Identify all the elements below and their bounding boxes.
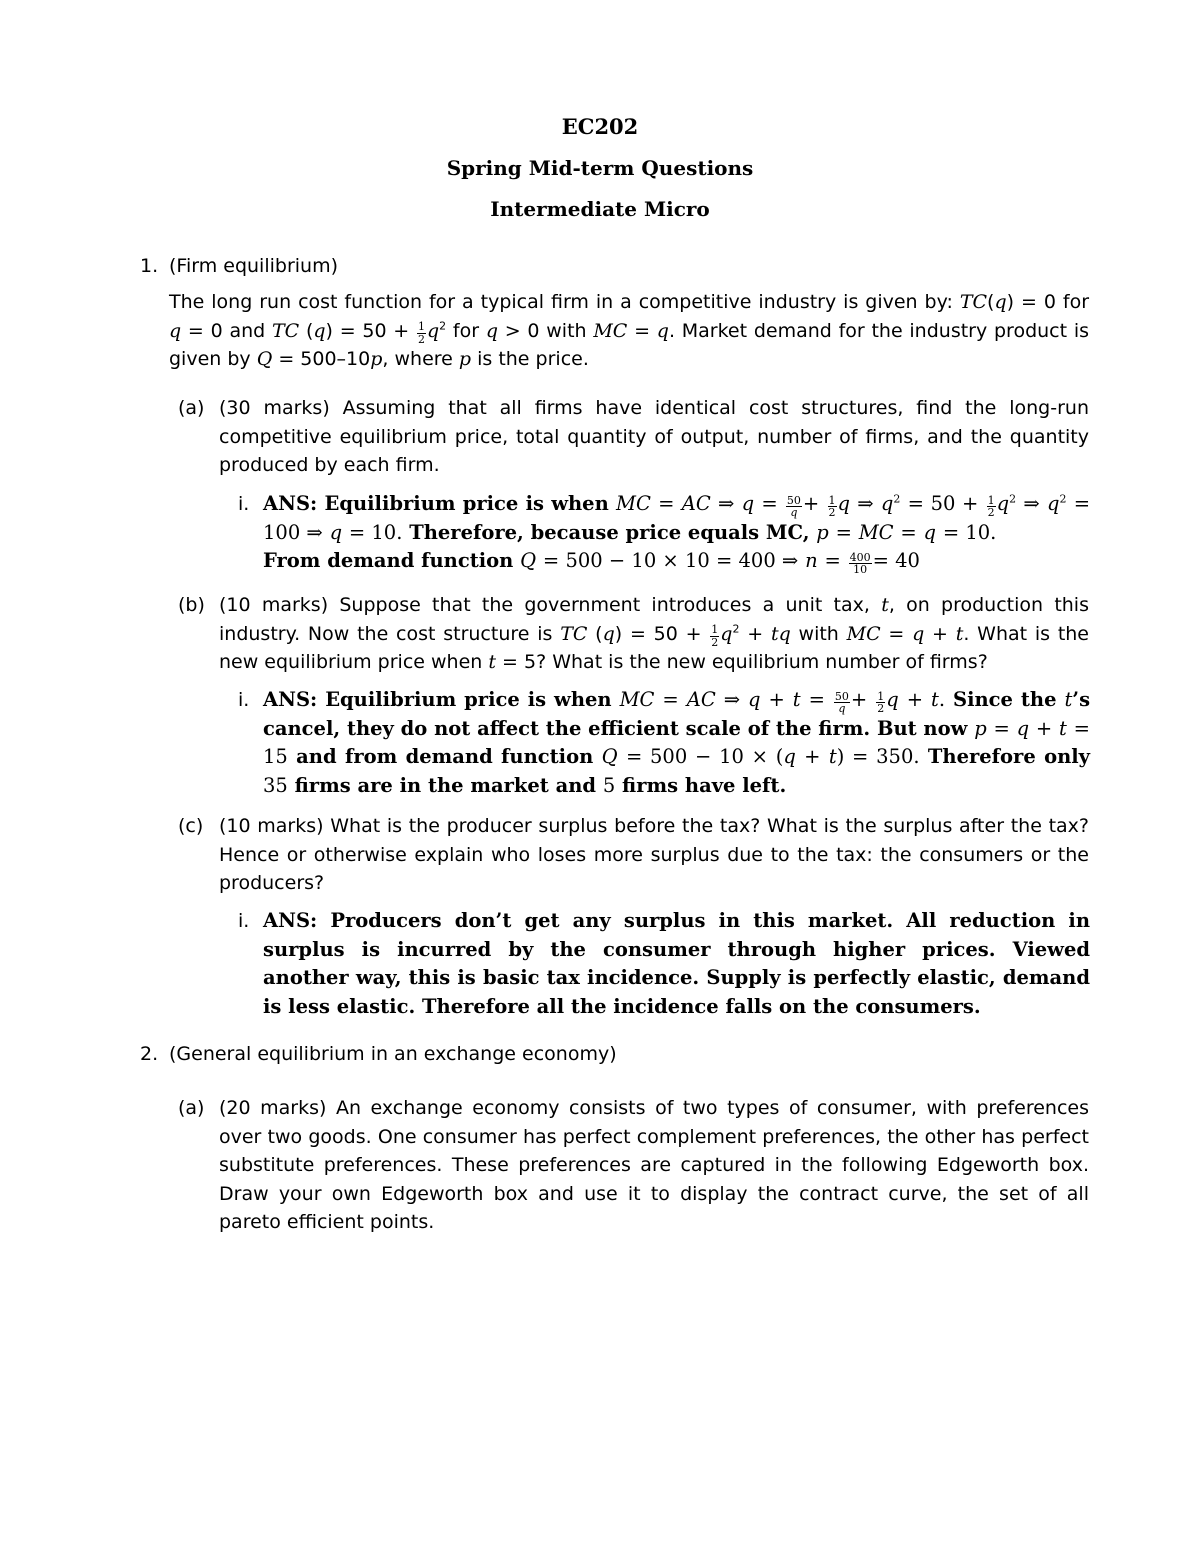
module-name: Intermediate Micro — [490, 197, 710, 221]
q1b-text: (10 marks) Suppose that the government introduces a unit tax, t, on production this industry. Now the cost structure is TC (q) = 50 + $\frac{1}{2}$ $q^2$ + tq with MC = q + t. What is the new equilibrium price when t = 5? What is the new equilibrium number of firms? — [219, 594, 1089, 674]
q1a-label: (a) — [178, 397, 205, 419]
q1-number: 1. — [140, 255, 159, 277]
q1a-ans-label: i. — [238, 493, 250, 515]
q1c-text: (10 marks) What is the producer surplus before the tax? What is the surplus after the tax? Hence or otherwise explain who loses more surplus due to the tax: the consumers or the producers? — [219, 815, 1089, 894]
q1a-answer: ANS: Equilibrium price is when MC = AC ⇒ q = $\frac{50}{q}$ + $\frac{1}{2}$ q ⇒ $q^2 = 50$ + $\frac{1}{2}$ $q^2$ ⇒ $q^2 = 100$ ⇒ q = 10. Therefore, because price equals MC, p = MC = q = 10. From demand function Q = 500 − 10 × 10 = 400 ⇒ n = $\frac{400}{10}$ = 40 — [263, 492, 1091, 577]
q2-title: (General equilibrium in an exchange economy) — [169, 1043, 617, 1065]
q1b-answer: ANS: Equilibrium price is when MC = AC ⇒ q + t = $\frac{50}{q}$ + $\frac{1}{2}$ q + t. Since the t’s cancel, they do not affect the efficient scale of the firm. But now p = q + t = 15 and from demand function Q = 500 − 10 × (q + t) = 350. Therefore only 35 firms are in the market and 5 firms have left. — [263, 688, 1091, 797]
exam-subtitle: Spring Mid-term Questions — [446, 156, 754, 180]
q1c-ans-label: i. — [238, 910, 250, 932]
q1b-ans-label: i. — [238, 689, 250, 711]
q1-intro: The long run cost function for a typical firm in a competitive industry is given by: TC(q) = 0 for q = 0 and TC (q) = 50 + $\frac{1}{2}$ $q^2$ for q > 0 with MC = q. Market demand for the industry product is given by Q = 500–10p, where p is the price. — [169, 291, 1089, 371]
q1a-text: (30 marks) Assuming that all firms have identical cost structures, find the long-run competitive equilibrium price, total quantity of output, number of firms, and the quantity produced by each firm. — [219, 397, 1089, 476]
course-code: EC202 — [561, 114, 639, 139]
q2a-label: (a) — [178, 1097, 205, 1119]
q1c-label: (c) — [178, 815, 204, 837]
q1-title: (Firm equilibrium) — [169, 255, 339, 277]
q1b-label: (b) — [178, 594, 205, 616]
q2a-text: (20 marks) An exchange economy consists of two types of consumer, with preferences over two goods. One consumer has perfect complement preferences, the other has perfect substitute preferences. These preferences are captured in the following Edgeworth box. Draw your own Edgeworth box and use it to display the contract curve, the set of all pareto efficient points. — [219, 1097, 1089, 1233]
q2-number: 2. — [140, 1043, 159, 1065]
q1c-answer: ANS: Producers don’t get any surplus in this market. All reduction in surplus is incurred by the consumer through higher prices. Viewed another way, this is basic tax incidence. Supply is perfectly elastic, demand is less elastic. Therefore all the incidence falls on the consumers. — [263, 909, 1090, 1018]
